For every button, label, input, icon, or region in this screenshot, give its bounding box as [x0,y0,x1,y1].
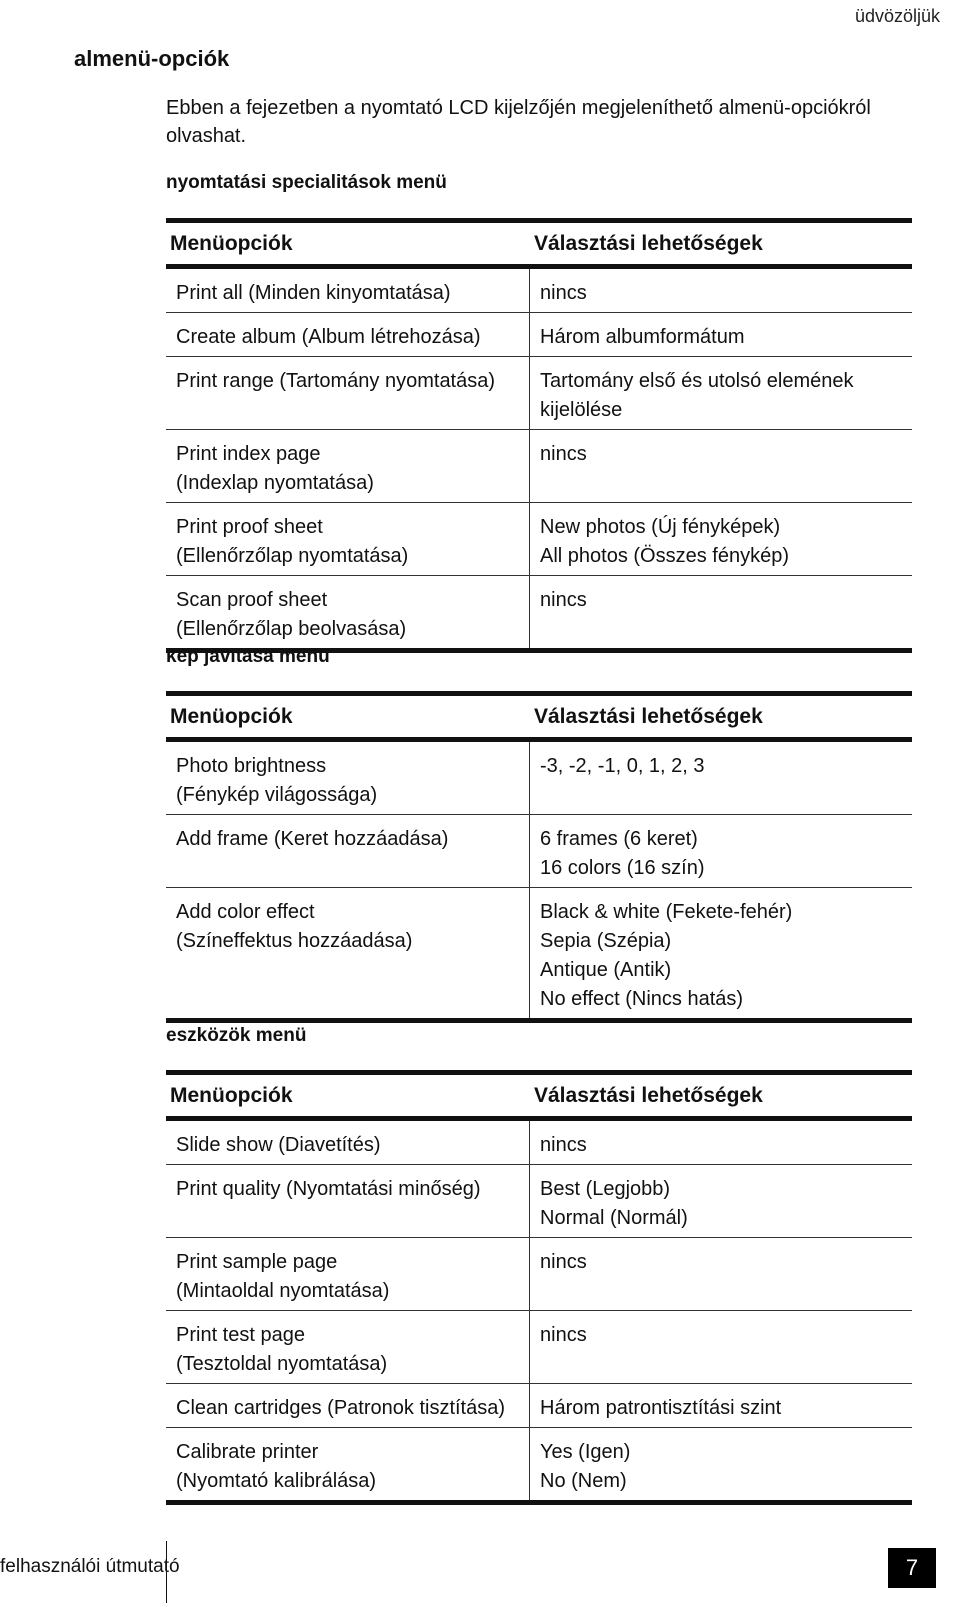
table-title-tools: eszközök menü [166,1025,307,1046]
table-rows [166,269,912,653]
choice-text: -3, -2, -1, 0, 1, 2, 3 [540,755,705,777]
menu-option-text: (Ellenőrzőlap nyomtatása) [176,545,409,567]
col-header-options: Menüopciók [170,231,293,255]
menu-option-cell [166,1238,530,1310]
table-row [166,742,912,815]
choice-cell [530,742,912,814]
choice-text: Antique (Antik) [540,959,672,981]
menu-option-text: Clean cartridges (Patronok tisztítása) [176,1397,506,1419]
menu-option-text: Print index page [176,443,321,465]
choice-cell [530,357,912,429]
choice-text: 6 frames (6 keret) [540,828,698,850]
menu-option-text: Calibrate printer [176,1441,319,1463]
intro-paragraph: Ebben a fejezetben a nyomtató LCD kijelzőjén megjeleníthető almenü-opciókról olvashat. [166,97,871,147]
choice-cell [530,1238,912,1310]
table-row [166,1121,912,1165]
menu-option-text: (Mintaoldal nyomtatása) [176,1280,390,1302]
choice-text: kijelölése [540,399,623,421]
menu-option-cell [166,1311,530,1383]
col-header-options: Menüopciók [170,1083,293,1107]
menu-option-cell [166,1428,530,1500]
choice-text: nincs [540,1324,587,1346]
choice-text: Három albumformátum [540,326,745,348]
menu-option-cell [166,888,530,1018]
col-header-choices: Választási lehetőségek [534,704,763,728]
table-row [166,357,912,430]
choice-cell [530,269,912,312]
choice-text: nincs [540,443,587,465]
menu-option-cell [166,1384,530,1427]
menu-option-cell [166,1121,530,1164]
choice-text: Yes (Igen) [540,1441,631,1463]
table-row [166,1311,912,1384]
choice-text: Tartomány első és utolsó elemének [540,370,854,392]
menu-option-text: Print all (Minden kinyomtatása) [176,282,451,304]
menu-option-cell [166,1165,530,1237]
choice-cell [530,503,912,575]
menu-option-text: Slide show (Diavetítés) [176,1134,381,1156]
chapter-header: üdvözöljük [854,6,940,26]
choice-text: nincs [540,1251,587,1273]
menu-option-cell [166,357,530,429]
menu-option-text: (Indexlap nyomtatása) [176,472,374,494]
choice-text: Három patrontisztítási szint [540,1397,782,1419]
footer-guide-label: felhasználói útmutató [0,1556,180,1577]
table-row [166,269,912,313]
choice-text: Sepia (Szépia) [540,930,672,952]
menu-option-text: (Színeffektus hozzáadása) [176,930,413,952]
menu-option-cell [166,503,530,575]
choice-text: 16 colors (16 szín) [540,857,705,879]
choice-text: nincs [540,1134,587,1156]
menu-option-text: Scan proof sheet [176,589,328,611]
choice-cell [530,1121,912,1164]
choice-text: nincs [540,589,587,611]
col-header-options: Menüopciók [170,704,293,728]
menu-option-text: Create album (Album létrehozása) [176,326,481,348]
menu-option-text: Print test page [176,1324,305,1346]
table-rows [166,742,912,1023]
choice-cell [530,888,912,1018]
table-rows [166,1121,912,1505]
page-number: 7 [888,1548,936,1588]
choice-cell [530,313,912,356]
table-row [166,1165,912,1238]
menu-option-text: Print quality (Nyomtatási minőség) [176,1178,481,1200]
table-header [166,223,912,269]
choice-text: Best (Legjobb) [540,1178,671,1200]
menu-option-cell [166,815,530,887]
table-row [166,815,912,888]
choice-text: No effect (Nincs hatás) [540,988,744,1010]
table-tools [166,1070,912,1505]
choice-text: Black & white (Fekete-fehér) [540,901,793,923]
menu-option-text: (Tesztoldal nyomtatása) [176,1353,388,1375]
table-photo-enhance [166,691,912,1023]
choice-cell [530,430,912,502]
table-row [166,1384,912,1428]
choice-text: No (Nem) [540,1470,627,1492]
choice-text: nincs [540,282,587,304]
choice-cell [530,815,912,887]
menu-option-text: (Fénykép világossága) [176,784,378,806]
menu-option-cell [166,269,530,312]
menu-option-cell [166,313,530,356]
table-row [166,888,912,1023]
menu-option-cell [166,576,530,648]
choice-text: Normal (Normál) [540,1207,688,1229]
table-row [166,430,912,503]
menu-option-cell [166,742,530,814]
choice-cell [530,576,912,648]
menu-option-text: (Ellenőrzőlap beolvasása) [176,618,407,640]
choice-text: All photos (Összes fénykép) [540,545,789,567]
table-header [166,696,912,742]
table-row [166,1428,912,1505]
table-title-print-specials: nyomtatási specialitások menü [166,172,447,193]
menu-option-text: Add frame (Keret hozzáadása) [176,828,449,850]
menu-option-text: Print sample page [176,1251,338,1273]
menu-option-text: (Nyomtató kalibrálása) [176,1470,377,1492]
menu-option-text: Print proof sheet [176,516,323,538]
choice-cell [530,1384,912,1427]
col-header-choices: Választási lehetőségek [534,231,763,255]
menu-option-text: Photo brightness [176,755,327,777]
choice-text: New photos (Új fényképek) [540,516,781,538]
table-row [166,503,912,576]
menu-option-text: Print range (Tartomány nyomtatása) [176,370,496,392]
table-row [166,313,912,357]
section-title: almenü-opciók [74,46,230,71]
col-header-choices: Választási lehetőségek [534,1083,763,1107]
choice-cell [530,1165,912,1237]
table-row [166,576,912,653]
table-header [166,1075,912,1121]
menu-option-text: Add color effect [176,901,315,923]
table-row [166,1238,912,1311]
choice-cell [530,1311,912,1383]
table-title-photo-enhance: kép javítása menü [166,646,330,667]
table-print-specials [166,218,912,653]
choice-cell [530,1428,912,1500]
menu-option-cell [166,430,530,502]
